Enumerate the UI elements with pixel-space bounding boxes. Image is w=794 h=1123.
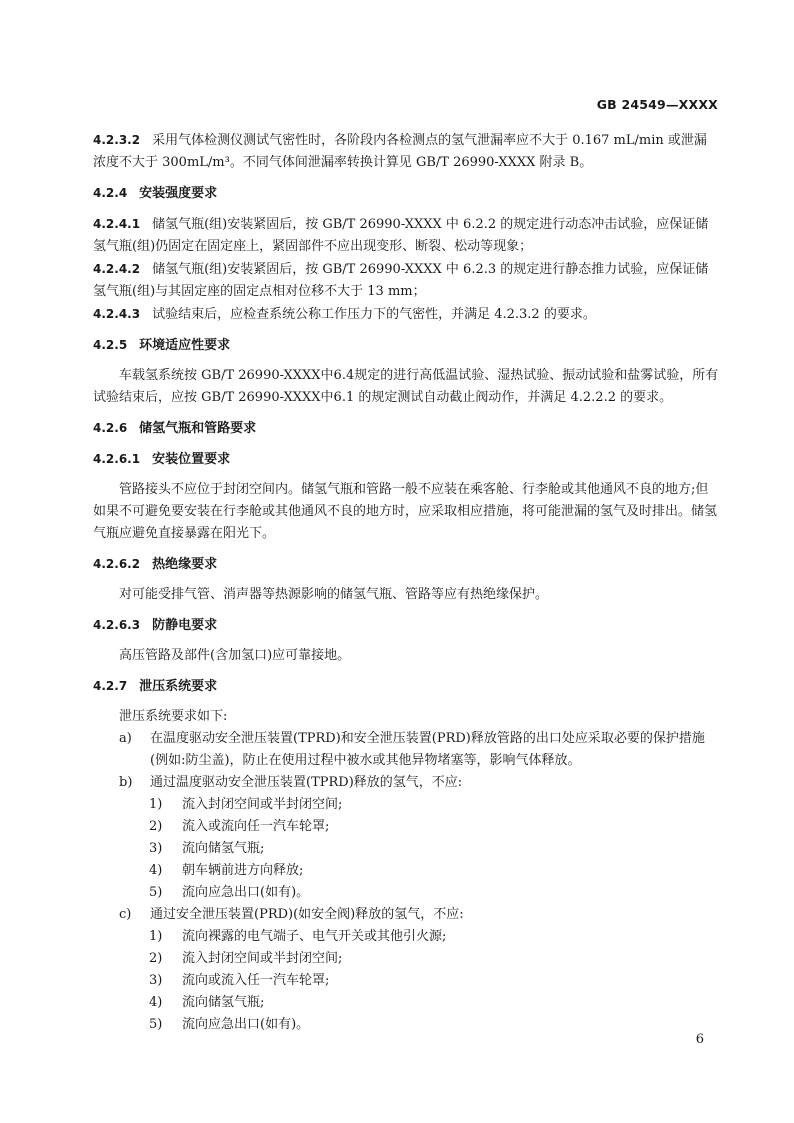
clause-4-2-4-2 [93, 258, 719, 303]
clause-4-2-4-3 [93, 303, 719, 326]
clause-number: 4.2.3.2 [93, 133, 141, 147]
document-code: GB 24549—XXXX [596, 97, 718, 112]
clause-number: 4.2.4.1 [93, 217, 141, 231]
list-text: 流向裸露的电气端子、电气开关或其他引火源; [182, 929, 447, 944]
sub-list-item [93, 970, 719, 992]
list-text: 流入封闭空间或半封闭空间; [182, 797, 343, 812]
clause-text: 试验结束后，应检查系统公称工作压力下的气密性，并满足 4.2.3.2 的要求。 [152, 307, 596, 322]
list-text: 通过温度驱动安全泄压装置(TPRD)释放的氢气，不应: [150, 775, 463, 790]
paragraph-4-2-6-3: 高压管路及部件(含加氢口)应可靠接地。 [119, 648, 351, 663]
clause-4-2-3-2 [93, 129, 719, 174]
list-text: 流入封闭空间或半封闭空间; [182, 951, 343, 966]
sub-list-item [93, 882, 719, 904]
heading-4-2-5 [93, 334, 719, 357]
heading-4-2-6-3 [93, 614, 719, 637]
list-item-c [93, 904, 719, 926]
sub-list-item [93, 948, 719, 970]
sub-list-item [93, 838, 719, 860]
heading-4-2-6-1 [93, 448, 719, 471]
list-text: 流向应急出口(如有)。 [182, 885, 310, 900]
list-label: c) [119, 907, 132, 922]
document-body [93, 129, 719, 1036]
list-label: 4) [149, 863, 163, 878]
sub-list-item [93, 926, 719, 948]
heading-title: 储氢气瓶和管路要求 [139, 421, 257, 436]
paragraph-4-2-7-intro: 泄压系统要求如下: [119, 709, 228, 724]
sub-list-item [93, 794, 719, 816]
sub-list-item [93, 992, 719, 1014]
list-label: b) [119, 775, 133, 790]
clause-4-2-4-1 [93, 213, 719, 258]
list-label: 2) [149, 951, 163, 966]
heading-number: 4.2.6.3 [93, 618, 141, 632]
list-text: 流入或流向任一汽车轮罩; [182, 819, 330, 834]
clause-text: 储氢气瓶(组)安装紧固后，按 GB/T 26990-XXXX 中 6.2.2 的规定进行动态冲击试验，应保证储氢气瓶(组)仍固定在固定座上，紧固部件不应出现变形、断裂、松动等现象； [93, 217, 709, 254]
sub-list-item [93, 816, 719, 838]
list-text: 朝车辆前进方向释放; [182, 863, 304, 878]
heading-title: 环境适应性要求 [139, 338, 231, 353]
list-label: 1) [149, 929, 163, 944]
paragraph-4-2-6-1: 管路接头不应位于封闭空间内。储氢气瓶和管路一般不应装在乘客舱、行李舱或其他通风不良的地方;但如果不可避免要安装在行李舱或其他通风不良的地方时，应采取相应措施，将可能泄漏的氢气及时排出。储氢气瓶应避免直接暴露在阳光下。 [93, 482, 718, 541]
list-item-b [93, 772, 719, 794]
list-label: 1) [149, 797, 163, 812]
list-label: a) [119, 731, 132, 746]
list-text: 流向应急出口(如有)。 [182, 1017, 310, 1032]
list-text: 流向或流入任一汽车轮罩; [182, 973, 330, 988]
list-label: 3) [149, 841, 163, 856]
heading-title: 安装位置要求 [152, 452, 231, 467]
list-item-a [93, 728, 719, 772]
list-label: 5) [149, 1017, 163, 1032]
heading-number: 4.2.5 [93, 338, 128, 352]
heading-number: 4.2.7 [93, 679, 128, 693]
list-text: 通过安全泄压装置(PRD)(如安全阀)释放的氢气，不应: [150, 907, 464, 922]
sub-list-item [93, 1014, 719, 1036]
heading-4-2-7 [93, 675, 719, 698]
list-label: 5) [149, 885, 163, 900]
list-text: 流向储氢气瓶; [182, 995, 265, 1010]
heading-4-2-4 [93, 182, 719, 205]
list-text: 在温度驱动安全泄压装置(TPRD)和安全泄压装置(PRD)释放管路的出口处应采取必要的保护措施(例如:防尘盖)，防止在使用过程中被水或其他异物堵塞等，影响气体释放。 [150, 731, 705, 768]
sub-list-item [93, 860, 719, 882]
paragraph-4-2-5: 车载氢系统按 GB/T 26990-XXXX中6.4规定的进行高低温试验、湿热试验、振动试验和盐雾试验，所有试验结束后，应按 GB/T 26990-XXXX中6.1 的规定测试自动截止阀动作，并满足 4.2.2.2 的要求。 [93, 368, 719, 405]
page-number: 6 [695, 1032, 704, 1047]
heading-4-2-6-2 [93, 553, 719, 576]
clause-text: 储氢气瓶(组)安装紧固后，按 GB/T 26990-XXXX 中 6.2.3 的规定进行静态推力试验，应保证储氢气瓶(组)与其固定座的固定点相对位移不大于 13 mm； [93, 262, 709, 299]
list-label: 4) [149, 995, 163, 1010]
heading-title: 安装强度要求 [139, 186, 218, 201]
heading-title: 热绝缘要求 [152, 557, 218, 572]
heading-number: 4.2.6.2 [93, 557, 141, 571]
heading-number: 4.2.6.1 [93, 452, 141, 466]
heading-number: 4.2.4 [93, 186, 128, 200]
list-label: 3) [149, 973, 163, 988]
list-label: 2) [149, 819, 163, 834]
heading-number: 4.2.6 [93, 421, 128, 435]
heading-title: 泄压系统要求 [139, 679, 218, 694]
clause-number: 4.2.4.2 [93, 262, 141, 276]
heading-4-2-6 [93, 417, 719, 440]
clause-text: 采用气体检测仪测试气密性时，各阶段内各检测点的氢气泄漏率应不大于 0.167 mL/min 或泄漏浓度不大于 300mL/m³。不同气体间泄漏率转换计算见 GB/T 26990-XXXX 附录 B。 [93, 133, 707, 170]
list-text: 流向储氢气瓶; [182, 841, 265, 856]
clause-number: 4.2.4.3 [93, 307, 141, 321]
paragraph-4-2-6-2: 对可能受排气管、消声器等热源影响的储氢气瓶、管路等应有热绝缘保护。 [119, 587, 549, 602]
heading-title: 防静电要求 [152, 618, 218, 633]
